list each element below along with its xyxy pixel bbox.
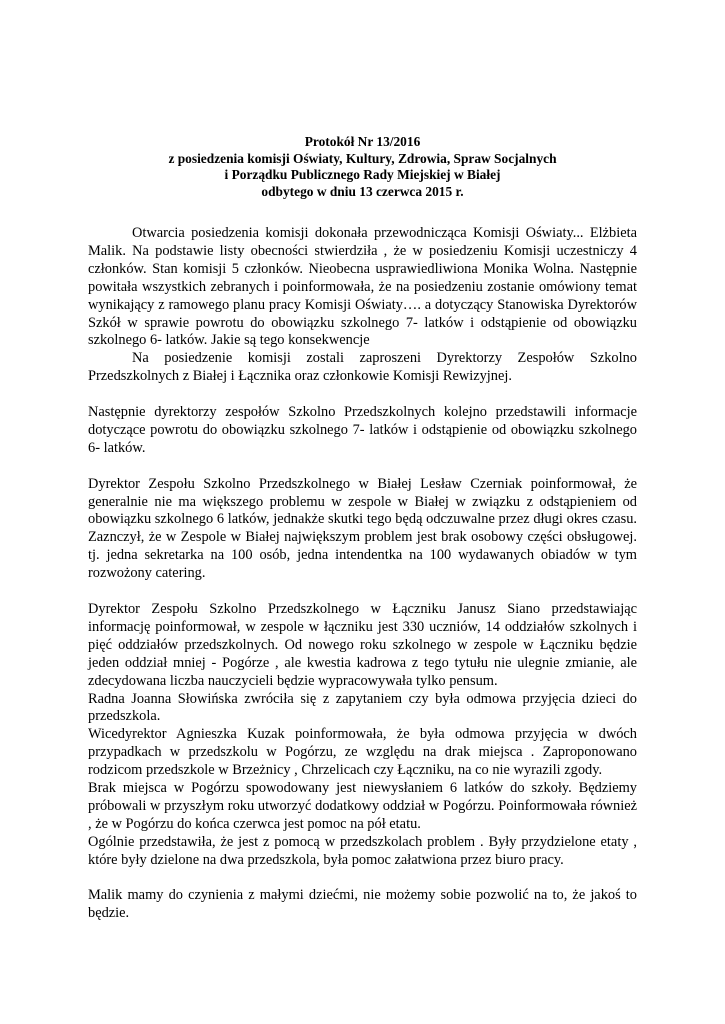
- paragraph-councillor-question: Radna Joanna Słowińska zwróciła się z zapytaniem czy była odmowa przyjęcia dzieci do przedszkola.: [88, 690, 637, 725]
- paragraph-invitees: Na posiedzenie komisji zostali zaproszeni Dyrektorzy Zespołów Szkolno Przedszkolnych z Białej i Łącznika oraz członkowie Komisji Rewizyjnej.: [88, 350, 637, 385]
- paragraph-opening: Otwarcia posiedzenia komisji dokonała przewodnicząca Komisji Oświaty... Elżbieta Malik. Na podstawie listy obecności stwierdziła , że w posiedzeniu Komisji uczestniczy 4 członków. Stan komisji 5 członków. Nieobecna usprawiedliwiona Monika Wolna. Następnie powitała wszystkich zebranych i poinformowała, że na posiedzeniu zostanie omówiony temat wynikający z ramowego planu pracy Komisji Oświaty…. a dotyczący Stanowiska Dyrektorów Szkół w sprawie powrotu do obowiązku szkolnego 7- latków i odstąpienie od obowiązku szkolnego 6- latków. Jakie są tego konsekwencje: [88, 225, 637, 349]
- title-line-1: Protokół Nr 13/2016: [304, 134, 421, 149]
- document-title: [88, 134, 637, 200]
- paragraph-pogorze-places: Brak miejsca w Pogórzu spowodowany jest niewysłaniem 6 latków do szkoły. Będziemy próbowali w przyszłym roku utworzyć dodatkowy oddział w Pogórzu. Poinformowała również , że w Pogórzu do końca czerwca jest pomoc na pół etatu.: [88, 780, 637, 832]
- paragraph-lacznik-director: Dyrektor Zespołu Szkolno Przedszkolnego w Łączniku Janusz Siano przedstawiając informację poinformował, w zespole w łączniku jest 330 uczniów, 14 oddziałów szkolnych i pięć oddziałów przedszkolnych. Od nowego roku szkolnego w zespole w Łączniku będzie jeden oddział mniej - Pogórze , ale kwestia kadrowa z tego tytułu nie ulegnie zmianie, ale zdecydowana liczba nauczycieli będzie wypracowywała tylko pensum.: [88, 600, 637, 689]
- paragraph-general-summary: Ogólnie przedstawiła, że jest z pomocą w przedszkolach problem . Były przydzielone etaty , które były dzielone na dwa przedszkola, była pomoc załatwiona przez biuro pracy.: [88, 833, 637, 868]
- title-line-2: z posiedzenia komisji Oświaty, Kultury, Zdrowia, Spraw Socjalnych: [168, 150, 557, 166]
- title-line-3: i Porządku Publicznego Rady Miejskiej w Białej: [224, 167, 501, 183]
- paragraph-malik-remark: Malik mamy do czynienia z małymi dziećmi, nie możemy sobie pozwolić na to, że jakoś to będzie.: [88, 887, 637, 922]
- paragraph-directors-presented: Następnie dyrektorzy zespołów Szkolno Przedszkolnych kolejno przedstawili informacje dotyczące powrotu do obowiązku szkolnego 7- latków i odstąpienie od obowiązku szkolnego 6- latków.: [88, 404, 637, 456]
- paragraph-biala-director: Dyrektor Zespołu Szkolno Przedszkolnego w Białej Lesław Czerniak poinformował, że generalnie nie ma większego problemu w zespole w Białej w związku z odstąpieniem od obowiązku szkolnego 6 latków, jednakże skutki tego będą odczuwalne przez długi okres czasu. Zaznczył, że w Zespole w Białej największym problem jest brak osobowy części obsługowej. tj. jedna sekretarka na 100 osób, jedna intendentka na 100 wydawanych obiadów w tym rozwożony catering.: [88, 475, 637, 582]
- document-body: [88, 225, 637, 923]
- paragraph-vice-director: Wicedyrektor Agnieszka Kuzak poinformowała, że była odmowa przyjęcia w dwóch przypadkach w przedszkolu w Pogórzu, ze względu na drak miejsca . Zaproponowano rodzicom przedszkole w Brzeżnicy , Chrzelicach czy Łączniku, na co nie wyrazili zgody.: [88, 726, 637, 779]
- title-line-4: odbytego w dniu 13 czerwca 2015 r.: [261, 183, 464, 199]
